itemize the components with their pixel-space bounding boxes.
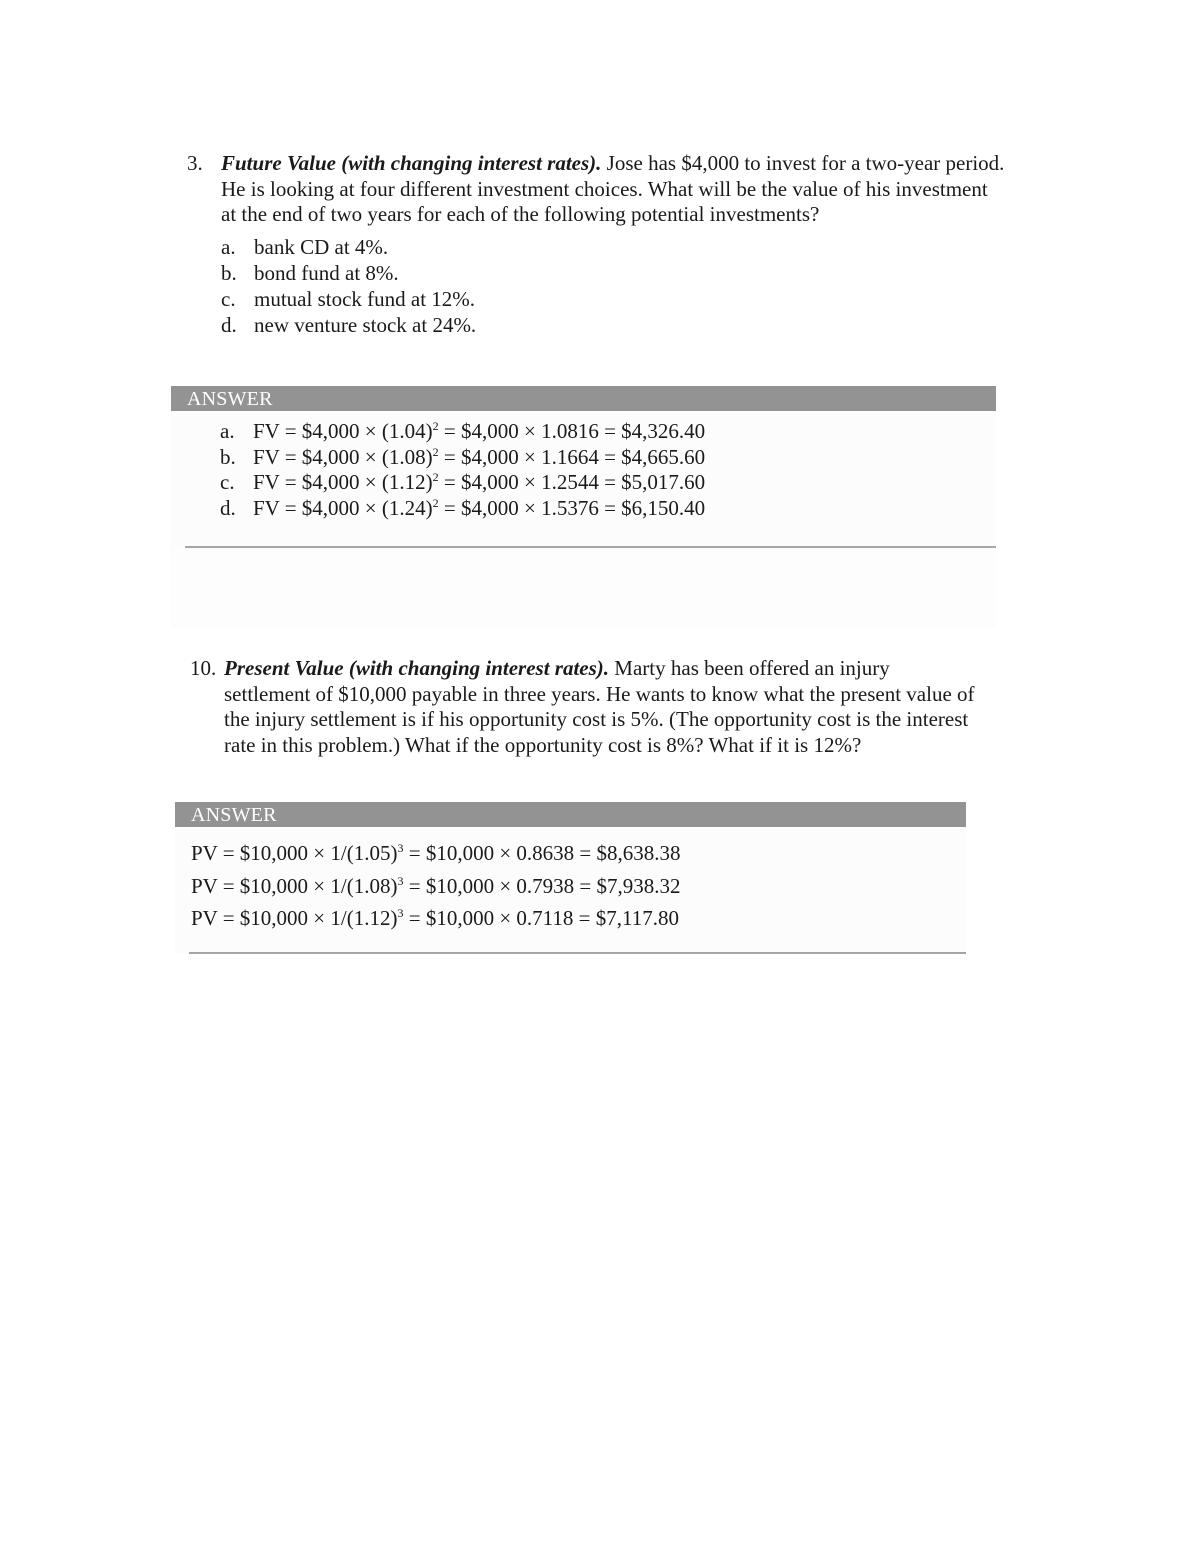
formula-rhs: = $10,000 × 0.7118 = $7,117.80 xyxy=(403,906,679,930)
answer-line xyxy=(220,470,996,496)
problem-3 xyxy=(187,151,1007,338)
problem-number: 10. xyxy=(190,656,217,680)
option-letter: b. xyxy=(221,260,237,285)
problem-10 xyxy=(190,656,980,758)
exponent: 2 xyxy=(432,496,439,511)
formula-lhs: FV = $4,000 × (1.12) xyxy=(253,470,433,495)
answer-lines xyxy=(220,419,996,522)
option-letter: a. xyxy=(221,234,236,259)
problem-3-statement xyxy=(187,151,1007,228)
answer-10-block xyxy=(175,802,966,953)
option-text: mutual stock fund at 12%. xyxy=(254,286,476,311)
answer-line xyxy=(220,419,996,445)
answer-3-block xyxy=(171,386,996,548)
option-item xyxy=(221,260,1007,286)
answer-body xyxy=(175,827,966,953)
problem-number: 3. xyxy=(187,151,203,175)
problem-title: Present Value (with changing interest rates). xyxy=(224,656,610,680)
answer-body xyxy=(171,411,996,548)
exponent: 2 xyxy=(432,419,439,433)
answer-line xyxy=(220,496,996,522)
blank-area xyxy=(171,548,996,628)
problem-body: Marty has been offered an injury settlement of $10,000 payable in three years. He wants to know what the present value of the injury settlement is if his opportunity cost is 5%. (The opportunity cost is the interest rate in this problem.) What if the opportunity cost is 8%? What if it is 12%? xyxy=(224,656,975,757)
formula-rhs: = $10,000 × 0.8638 = $8,638.38 xyxy=(403,841,681,865)
formula-lhs: PV = $10,000 × 1/(1.05) xyxy=(191,841,398,865)
answer-letter: a. xyxy=(220,419,235,443)
exponent: 3 xyxy=(397,874,404,888)
problem-body: Jose has $4,000 to invest for a two-year period. He is looking at four different investment choices. What will be the value of his investment at the end of two years for each of the following potential investments? xyxy=(221,151,1005,227)
answer-lines xyxy=(191,837,681,933)
answer-divider xyxy=(189,952,966,954)
formula-lhs: FV = $4,000 × (1.24) xyxy=(253,496,433,521)
answer-line xyxy=(191,870,681,903)
problem-title: Future Value (with changing interest rates). xyxy=(221,151,602,175)
option-item xyxy=(221,234,1007,260)
option-text: new venture stock at 24%. xyxy=(254,312,477,337)
formula-rhs: = $10,000 × 0.7938 = $7,938.32 xyxy=(403,874,681,898)
option-item xyxy=(221,286,1007,312)
option-letter: c. xyxy=(221,286,236,311)
answer-letter: b. xyxy=(220,444,236,469)
formula-lhs: PV = $10,000 × 1/(1.12) xyxy=(191,906,398,930)
formula-rhs: = $4,000 × 1.1664 = $4,665.60 xyxy=(438,444,706,469)
problem-text xyxy=(221,151,1007,228)
options-list xyxy=(221,234,1007,338)
answer-letter: c. xyxy=(220,470,235,495)
answer-line xyxy=(191,903,681,933)
option-text: bond fund at 8%. xyxy=(254,260,399,285)
formula-lhs: FV = $4,000 × (1.08) xyxy=(253,444,433,469)
answer-line xyxy=(191,837,681,870)
exponent: 2 xyxy=(432,470,439,485)
exponent: 3 xyxy=(397,906,404,920)
problem-10-statement xyxy=(190,656,980,758)
answer-formula xyxy=(253,419,705,445)
answer-formula xyxy=(253,496,705,522)
formula-rhs: = $4,000 × 1.2544 = $5,017.60 xyxy=(438,470,706,495)
exponent: 3 xyxy=(397,841,404,855)
answer-formula xyxy=(253,470,705,496)
formula-lhs: FV = $4,000 × (1.04) xyxy=(253,419,433,443)
exponent: 2 xyxy=(432,444,439,459)
answer-header: ANSWER xyxy=(175,802,966,827)
formula-lhs: PV = $10,000 × 1/(1.08) xyxy=(191,874,398,898)
answer-formula xyxy=(253,445,705,471)
option-text: bank CD at 4%. xyxy=(254,234,389,259)
answer-header: ANSWER xyxy=(171,386,996,411)
formula-rhs: = $4,000 × 1.0816 = $4,326.40 xyxy=(438,419,706,443)
problem-text xyxy=(224,656,980,758)
answer-line xyxy=(220,445,996,471)
answer-letter: d. xyxy=(220,496,236,521)
formula-rhs: = $4,000 × 1.5376 = $6,150.40 xyxy=(438,496,706,521)
option-letter: d. xyxy=(221,312,237,337)
option-item xyxy=(221,312,1007,338)
